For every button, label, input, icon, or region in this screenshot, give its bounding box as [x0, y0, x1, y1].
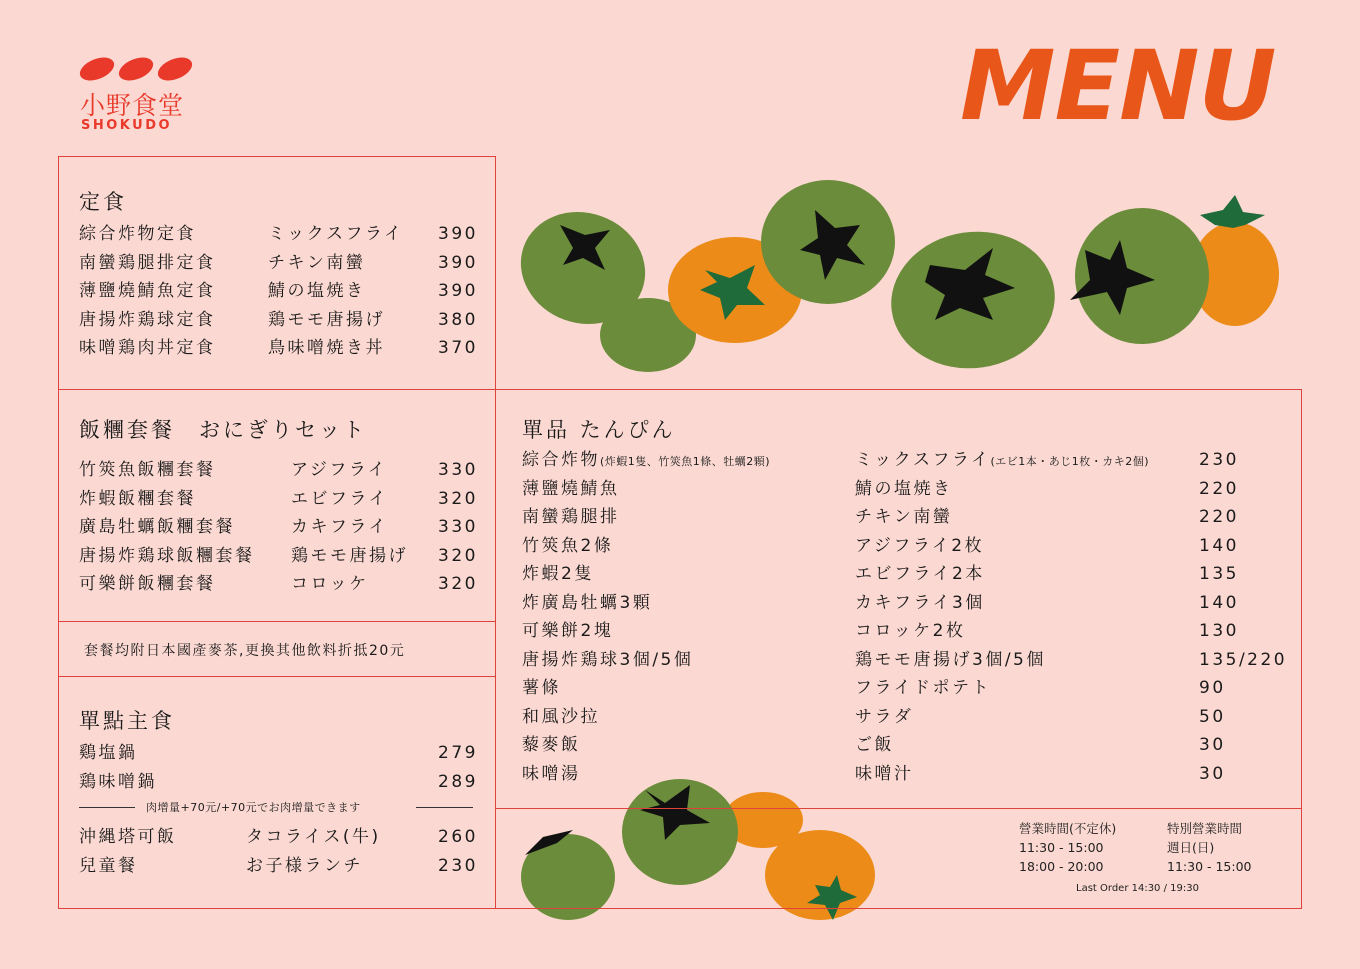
item-price: 279	[438, 743, 478, 763]
item-price: 50	[1199, 706, 1226, 727]
special-hours-title: 特別營業時間	[1167, 821, 1243, 836]
tanpin-item	[522, 676, 1282, 700]
item-name-zh-text: 可樂餅2塊	[522, 621, 614, 641]
menu-item	[79, 458, 479, 482]
item-name-zh: 兒童餐	[79, 855, 138, 876]
item-name-zh	[522, 762, 581, 786]
item-name-zh	[522, 733, 581, 757]
item-name-zh: 可樂餅飯糰套餐	[79, 574, 216, 594]
menu-title: MENU	[960, 30, 1276, 142]
fruit-cluster-top-icon	[515, 170, 1295, 380]
main-title: 單點主食	[79, 709, 175, 733]
item-name-jp: タコライス(牛)	[246, 827, 381, 847]
logo-name-en: SHOKUDO	[81, 118, 173, 133]
menu-item	[79, 741, 479, 765]
item-name-zh: 唐揚炸鶏球飯糰套餐	[79, 545, 255, 566]
item-name-jp-text: アジフライ2枚	[855, 535, 985, 556]
item-name-jp	[855, 562, 985, 586]
main-note: 肉增量+70元/+70元でお肉增量できます	[146, 801, 361, 814]
item-name-jp: コロッケ	[291, 574, 369, 594]
item-name-zh	[522, 648, 693, 672]
menu-item	[79, 222, 479, 246]
item-name-zh: 薄鹽燒鯖魚定食	[79, 281, 216, 301]
item-name-jp	[855, 733, 894, 757]
item-price: 220	[1199, 507, 1239, 527]
item-name-zh-text: 藜麥飯	[522, 735, 581, 755]
menu-item	[79, 336, 479, 360]
item-name-jp: 鯖の塩焼き	[268, 281, 366, 301]
main-note-line-left	[79, 807, 135, 808]
item-name-jp-text: チキン南蠻	[855, 507, 953, 527]
item-name-zh-text: 炸廣島牡蠣3顆	[522, 592, 653, 613]
item-name-jp	[855, 534, 984, 558]
item-name-jp	[855, 591, 985, 615]
item-name-jp-text: カキフライ3個	[855, 592, 985, 613]
tanpin-item	[522, 448, 1282, 472]
special-hours-day: 週日(日)	[1167, 840, 1215, 855]
item-price: 330	[438, 460, 478, 480]
logo-ovals-icon	[78, 54, 198, 84]
item-name-zh: 鶏味噌鍋	[79, 771, 157, 792]
shokudo-logo	[78, 52, 208, 137]
item-name-zh: 沖縄塔可飯	[79, 827, 177, 847]
item-price: 90	[1199, 678, 1226, 698]
tanpin-item	[522, 648, 1288, 672]
item-price: 220	[1199, 478, 1239, 499]
item-price: 140	[1199, 592, 1239, 613]
item-name-zh-text: 南蠻鶏腿排	[522, 507, 620, 527]
menu-item	[79, 770, 479, 794]
item-name-zh-text: 綜合炸物	[522, 450, 600, 470]
tanpin-item	[522, 705, 1282, 729]
menu-item	[79, 825, 479, 849]
item-price: 380	[438, 309, 478, 330]
tanpin-item	[522, 562, 1282, 586]
item-name-zh-text: 薯條	[522, 678, 561, 698]
item-name-zh	[522, 676, 561, 700]
item-name-jp	[855, 448, 1149, 474]
item-price: 390	[438, 252, 478, 273]
menu-item	[79, 251, 479, 275]
item-price: 140	[1199, 535, 1239, 556]
item-price: 320	[438, 488, 478, 509]
tanpin-item	[522, 505, 1282, 529]
item-name-jp: アジフライ	[291, 460, 388, 480]
item-name-zh	[522, 448, 770, 474]
item-name-zh	[522, 505, 620, 529]
item-name-jp-text: 鶏モモ唐揚げ3個/5個	[855, 649, 1046, 670]
item-name-zh-text: 竹筴魚2條	[522, 535, 614, 556]
item-name-jp-text: ご飯	[855, 735, 894, 755]
item-name-zh: 唐揚炸鶏球定食	[79, 309, 216, 330]
regular-hours-title: 營業時間(不定休)	[1019, 821, 1117, 836]
item-name-jp-text: コロッケ2枚	[855, 621, 966, 641]
item-price: 135	[1199, 564, 1239, 584]
item-price: 130	[1199, 621, 1239, 641]
item-name-jp: ミックスフライ	[268, 224, 404, 244]
item-name-zh-text: 味噌湯	[522, 763, 581, 784]
menu-item	[79, 308, 479, 332]
item-name-jp-text: ミックスフライ	[855, 450, 991, 470]
item-note-zh: (炸蝦1隻、竹筴魚1條、牡蠣2顆)	[600, 455, 771, 468]
item-name-zh: 廣島牡蠣飯糰套餐	[79, 517, 235, 537]
menu-item	[79, 572, 479, 596]
item-price: 30	[1199, 735, 1226, 755]
last-order: Last Order 14:30 / 19:30	[1076, 883, 1199, 894]
item-name-jp: 鳥味噌焼き丼	[268, 338, 385, 358]
item-name-zh	[522, 619, 613, 643]
item-name-zh: 味噌鶏肉丼定食	[79, 338, 216, 358]
item-price: 260	[438, 827, 478, 847]
item-name-jp-text: 鯖の塩焼き	[855, 478, 953, 499]
menu-item	[79, 515, 479, 539]
menu-item	[79, 487, 479, 511]
item-name-zh: 綜合炸物定食	[79, 224, 196, 244]
item-price: 320	[438, 545, 478, 566]
item-name-jp	[855, 676, 991, 700]
item-name-jp	[855, 705, 913, 729]
tanpin-item	[522, 477, 1282, 501]
item-price: 330	[438, 517, 478, 537]
item-name-zh-text: 炸蝦2隻	[522, 564, 594, 584]
item-price: 135/220	[1199, 649, 1288, 670]
item-name-jp	[855, 648, 1046, 672]
item-name-jp: 鶏モモ唐揚げ	[291, 545, 408, 566]
tanpin-item	[522, 619, 1282, 643]
menu-item	[79, 854, 479, 878]
regular-hours-2: 18:00 - 20:00	[1019, 859, 1104, 874]
item-name-jp	[855, 619, 965, 643]
item-price: 370	[438, 338, 478, 358]
item-price: 320	[438, 574, 478, 594]
regular-hours-1: 11:30 - 15:00	[1019, 840, 1104, 855]
item-price: 230	[438, 855, 478, 876]
item-name-jp: チキン南蠻	[268, 252, 366, 273]
menu-item	[79, 544, 479, 568]
item-name-zh: 南蠻鶏腿排定食	[79, 252, 216, 273]
tanpin-title: 單品 たんぴん	[522, 418, 676, 442]
item-name-jp: お子様ランチ	[246, 855, 363, 876]
item-name-jp: カキフライ	[291, 517, 388, 537]
item-name-jp-text: フライドポテト	[855, 678, 991, 698]
item-price: 390	[438, 281, 478, 301]
tanpin-item	[522, 534, 1282, 558]
tanpin-item	[522, 733, 1282, 757]
item-name-jp: 鶏モモ唐揚げ	[268, 309, 385, 330]
item-name-jp	[855, 477, 953, 501]
item-name-zh-text: 和風沙拉	[522, 706, 600, 727]
logo-name-jp: 小野食堂	[80, 91, 185, 120]
item-name-zh-text: 唐揚炸鶏球3個/5個	[522, 649, 694, 670]
menu-item	[79, 279, 479, 303]
tanpin-item	[522, 591, 1282, 615]
item-name-zh: 竹筴魚飯糰套餐	[79, 460, 216, 480]
item-name-zh	[522, 477, 620, 501]
item-name-jp	[855, 762, 914, 786]
special-hours-time: 11:30 - 15:00	[1167, 859, 1252, 874]
teishoku-title: 定食	[79, 190, 127, 214]
item-name-jp-text: 味噌汁	[855, 763, 914, 784]
item-name-zh-text: 薄鹽燒鯖魚	[522, 478, 620, 499]
set-note: 套餐均附日本國產麥茶,更換其他飲料折抵20元	[84, 643, 406, 659]
item-name-jp-text: エビフライ2本	[855, 564, 985, 584]
item-price: 390	[438, 224, 478, 244]
item-price: 230	[1199, 450, 1239, 470]
item-name-zh	[522, 591, 652, 615]
tanpin-item	[522, 762, 1282, 786]
regular-hours	[1019, 819, 1116, 876]
main-note-line-right	[416, 807, 473, 808]
item-price: 30	[1199, 763, 1226, 784]
item-name-jp: エビフライ	[291, 488, 388, 509]
onigiri-title: 飯糰套餐 おにぎりセット	[79, 418, 367, 442]
item-price: 289	[438, 771, 478, 792]
item-name-zh	[522, 705, 600, 729]
item-note-jp: (エビ1本・あじ1枚・カキ2個)	[990, 455, 1150, 468]
item-name-zh: 鷄塩鍋	[79, 743, 138, 763]
item-name-jp-text: サラダ	[855, 706, 914, 727]
item-name-zh	[522, 562, 594, 586]
item-name-jp	[855, 505, 952, 529]
special-hours	[1167, 819, 1252, 876]
item-name-zh: 炸蝦飯糰套餐	[79, 488, 196, 509]
item-name-zh	[522, 534, 613, 558]
